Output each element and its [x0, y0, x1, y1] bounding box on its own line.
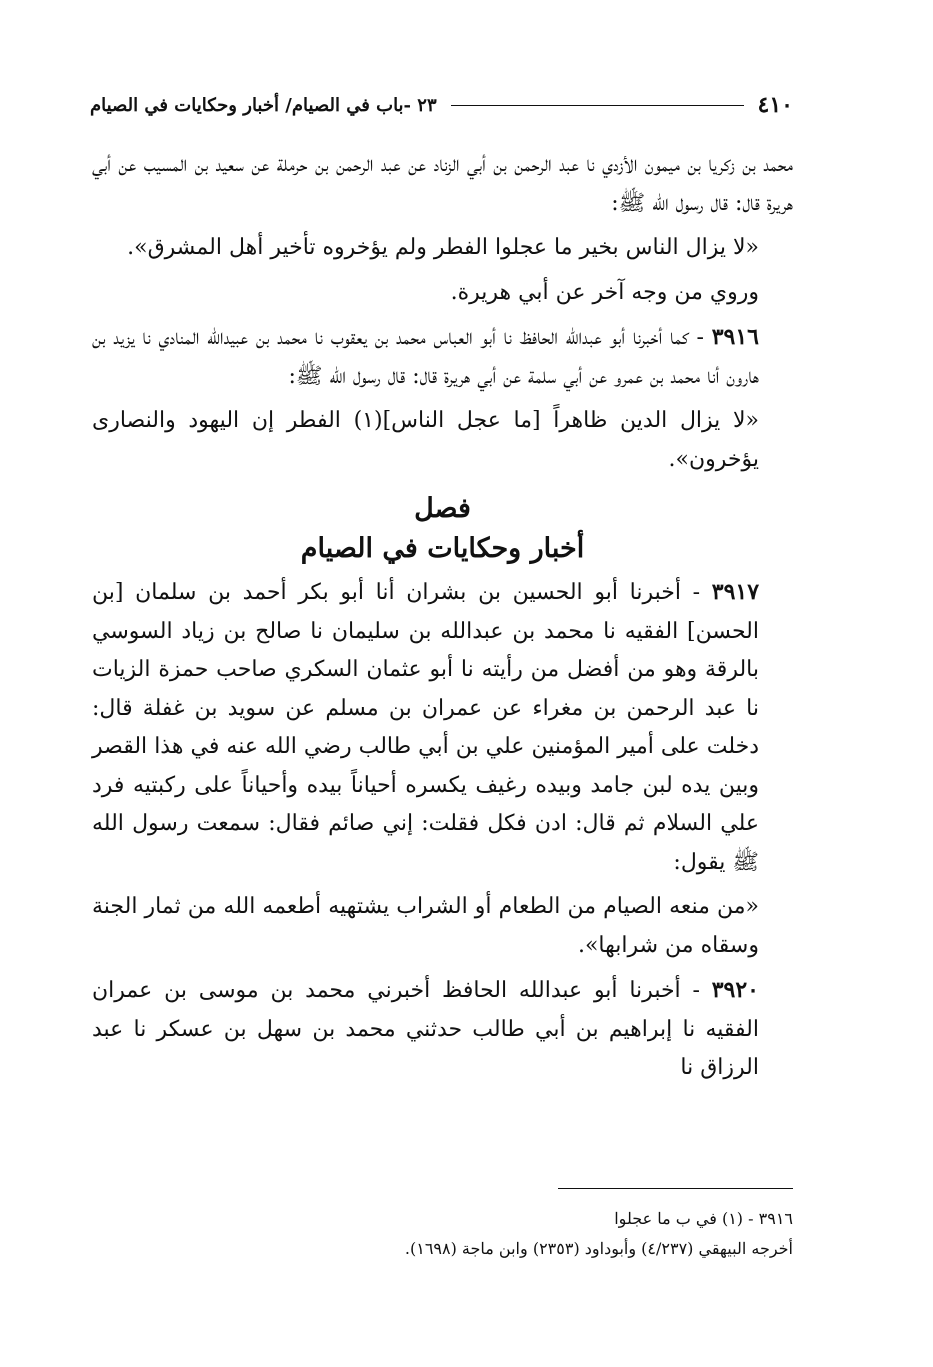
paragraph-text: أخبرنا أبو الحسين بن بشران أنا أبو بكر أحمد بن سلمان [بن الحسن] الفقيه نا محمد بن عبدالله بن سليمان نا صالح بن زياد السوسي بالرقة وهو من أفضل من رأيته نا أبو عثمان السكري صاحب حمزة الزيات نا عبد الرحمن بن مغراء عن عمران بن مسلم عن سويد بن غفلة قال: دخلت على أمير المؤمنين علي بن أبي طالب رضي الله عنه في هذا القصر وبين يده لبن جامد وبيده رغيف يكسره أحياناً بيده وأحياناً على ركبتيه فرد علي السلام ثم قال: ادن فكل فقلت: إني صائم فقال: سمعت رسول الله ﷺ يقول:	[92, 580, 759, 875]
hadith-number: ٣٩١٦	[711, 324, 759, 350]
footnote: ٣٩١٦ - (١) في ب ما عجلوا	[614, 1209, 793, 1228]
paragraph-hadith-3917: ٣٩١٧ - أخبرنا أبو الحسين بن بشران أنا أبو بكر أحمد بن سلمان [بن الحسن] الفقيه نا محمد بن عبدالله بن سليمان نا صالح بن زياد السوسي بالرقة وهو من أفضل من رأيته نا أبو عثمان السكري صاحب حمزة الزيات نا عبد الرحمن بن مغراء عن عمران بن مسلم عن سويد بن غفلة قال: دخلت على أمير المؤمنين علي بن أبي طالب رضي الله عنه في هذا القصر وبين يده لبن جامد وبيده رغيف يكسره أحياناً بيده وأحياناً على ركبتيه فرد علي السلام ثم قال: ادن فكل فقلت: إني صائم فقال: سمعت رسول الله ﷺ يقول:	[92, 579, 760, 875]
main-text	[92, 146, 793, 1094]
section-label: فصل	[414, 493, 471, 524]
paragraph-text: «من منعه الصيام من الطعام أو الشراب يشتهيه أطعمه الله من ثمار الجنة وسقاه من شرابها».	[92, 894, 759, 958]
paragraph-text: أخبرنا أبو عبدالله الحافظ أخبرني محمد بن موسى بن عمران الفقيه نا إبراهيم بن أبي طالب حدثني محمد بن سهل بن عسكر نا عبد الرزاق نا	[92, 978, 759, 1080]
paragraph-hadith-quote	[92, 402, 793, 479]
footnote: أخرجه البيهقي (٤/٢٣٧) وأبوداود (٢٣٥٣) وابن ماجة (١٦٩٨).	[404, 1239, 793, 1258]
footnotes	[200, 1204, 793, 1264]
paragraph-note	[92, 274, 793, 313]
page-number: ٤١٠	[757, 92, 793, 118]
hadith-number: ٣٩١٧	[711, 579, 760, 605]
paragraph-hadith-quote	[92, 229, 793, 268]
footnote-rule	[558, 1188, 793, 1189]
header-rule	[451, 105, 744, 106]
running-title: ٢٣ -باب في الصيام/ أخبار وحكايات في الصيام	[90, 94, 437, 116]
paragraph-hadith-quote	[92, 888, 793, 965]
paragraph-text: كما أخبرنا أبو عبدالله الحافظ نا أبو العباس محمد بن يعقوب نا محمد بن عبيدالله المنادي نا يزيد بن هارون أنا محمد بن عمرو عن أبي سلمة عن أبي هريرة قال: قال رسول الله ﷺ:	[92, 325, 759, 389]
hadith-number: ٣٩٢٠	[711, 977, 759, 1003]
running-header	[90, 88, 793, 122]
paragraph-text: وروي من وجه آخر عن أبي هريرة.	[450, 279, 759, 305]
section-heading	[92, 489, 793, 569]
paragraph-hadith-3916: ٣٩١٦ - كما أخبرنا أبو عبدالله الحافظ نا أبو العباس محمد بن يعقوب نا محمد بن عبيدالله المنادي نا يزيد بن هارون أنا محمد بن عمرو عن أبي سلمة عن أبي هريرة قال: قال رسول الله ﷺ:	[92, 324, 759, 389]
paragraph-text: «لا يزال الناس بخير ما عجلوا الفطر ولم يؤخروه تأخير أهل المشرق».	[127, 235, 759, 260]
paragraph-text: «لا يزال الدين ظاهراً [ما عجل الناس](١) الفطر إن اليهود والنصارى يؤخرون».	[92, 408, 759, 472]
paragraph-isnad-continuation	[92, 146, 793, 223]
paragraph-text: محمد بن زكريا بن ميمون الأزدي نا عبد الرحمن بن أبي الزناد عن عبد الرحمن بن حرملة عن سعيد بن المسيب عن أبي هريرة قال: قال رسول الله ﷺ:	[92, 152, 793, 216]
section-title: أخبار وحكايات في الصيام	[300, 533, 585, 564]
paragraph-hadith-3920: ٣٩٢٠ - أخبرنا أبو عبدالله الحافظ أخبرني محمد بن موسى بن عمران الفقيه نا إبراهيم بن أبي طالب حدثني محمد بن سهل بن عسكر نا عبد الرزاق نا	[92, 977, 759, 1080]
